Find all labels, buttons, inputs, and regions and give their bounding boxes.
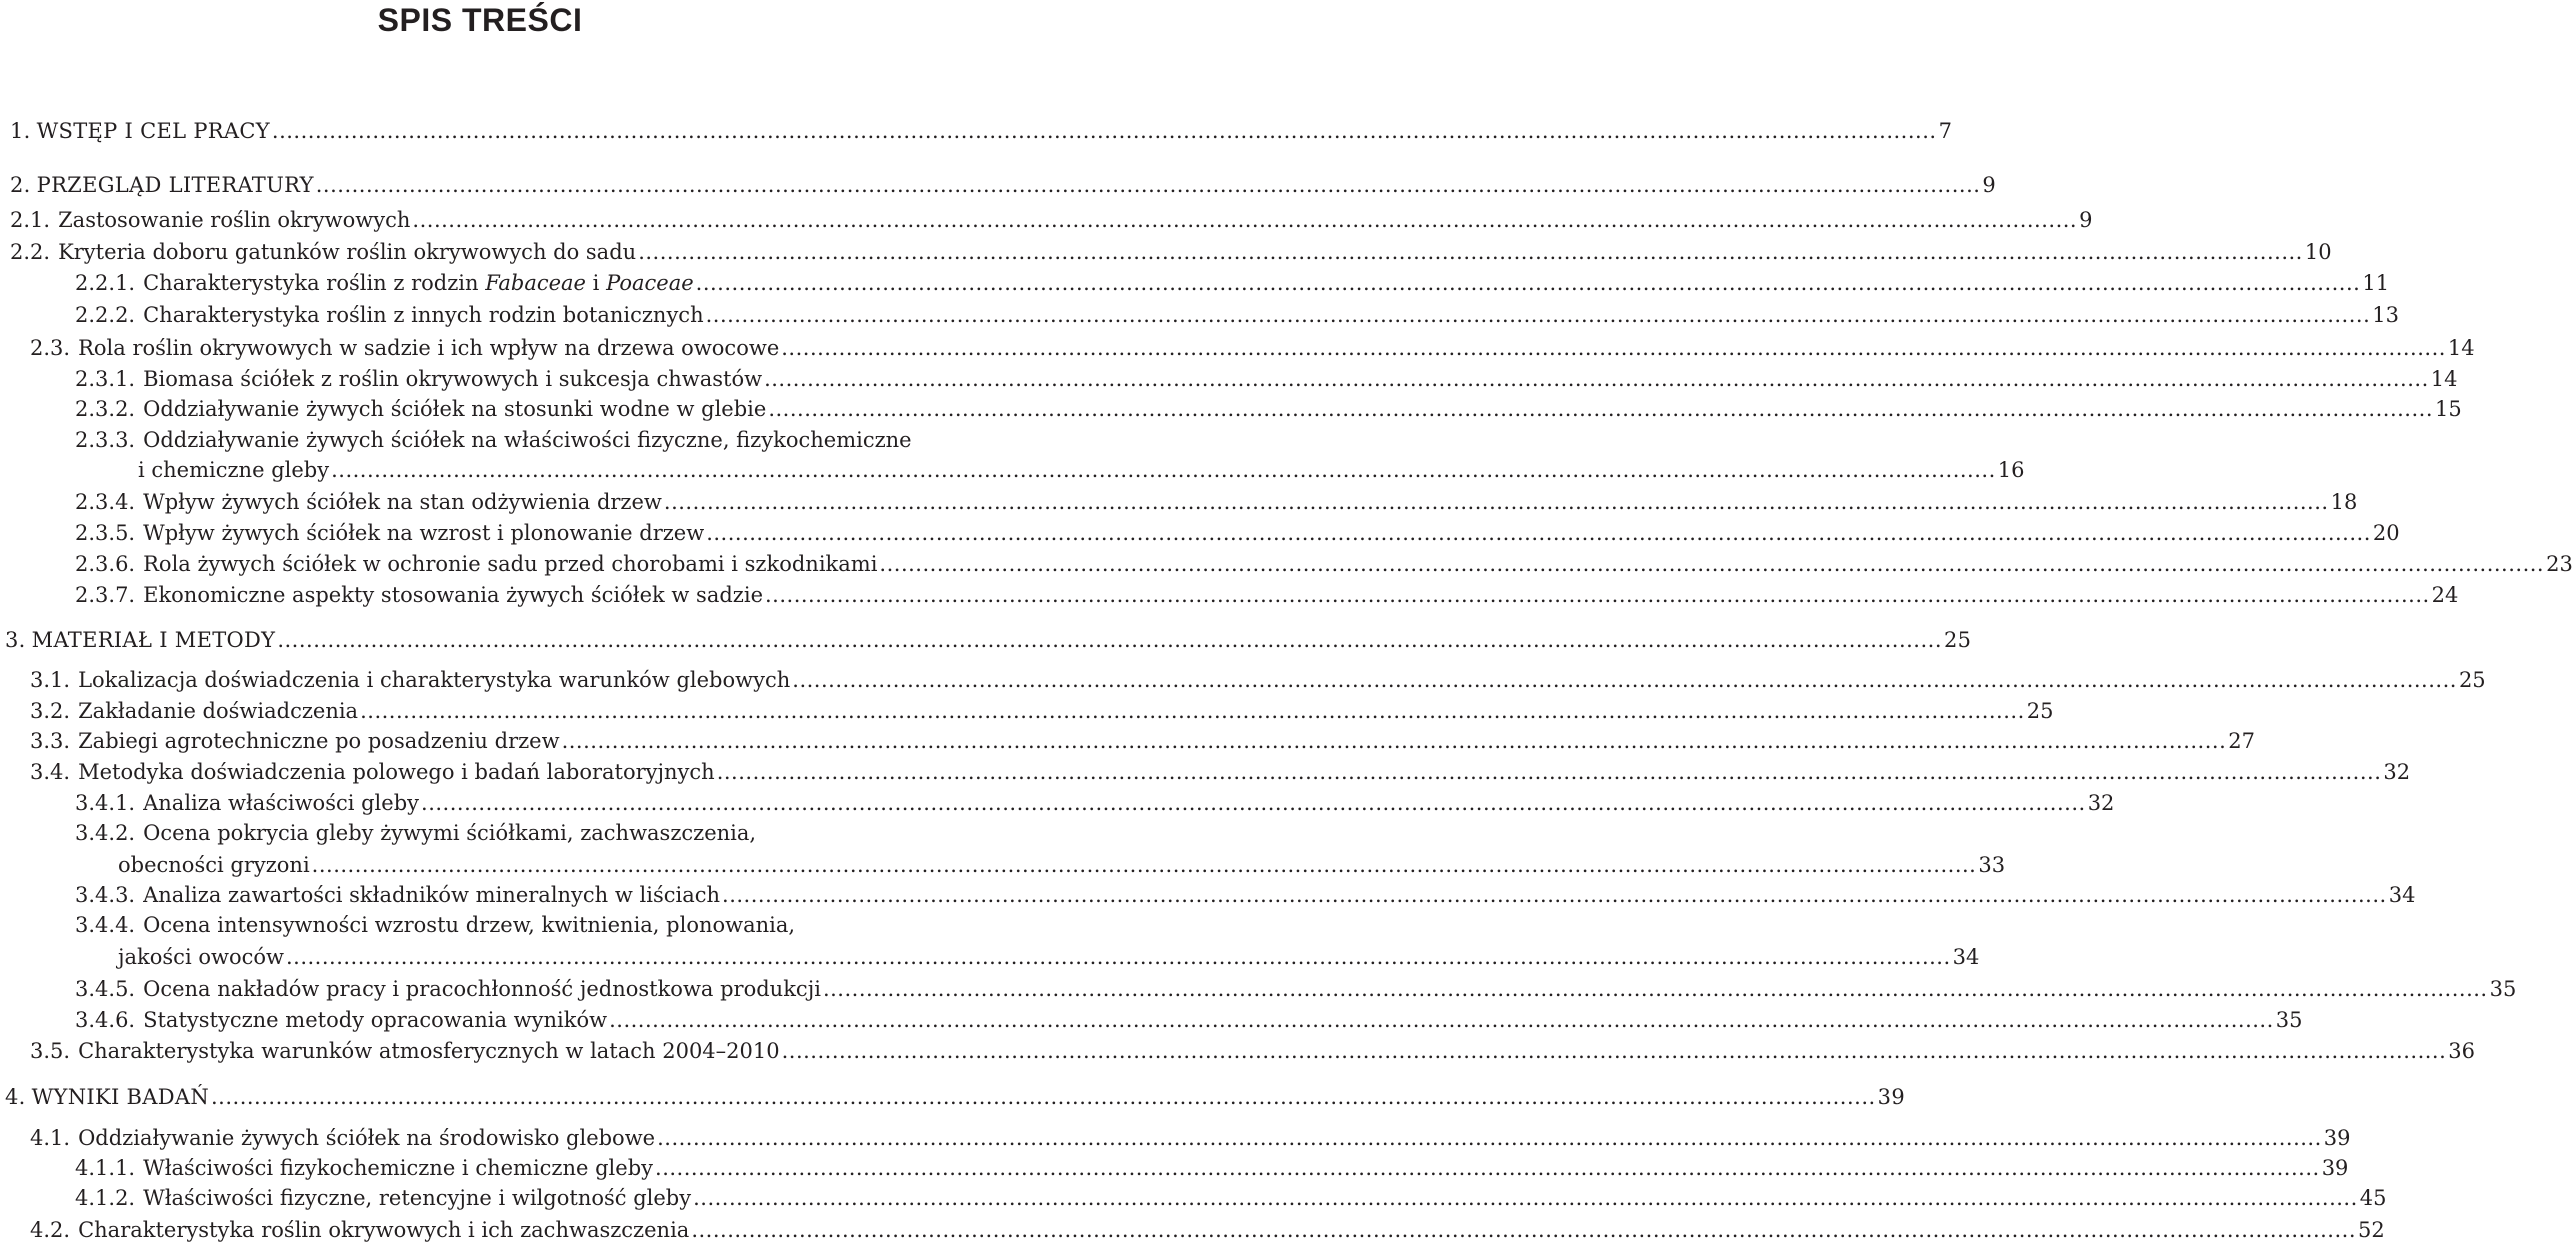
toc-entry-title: Ocena nakładów pracy i pracochłonność jednostkowa produkcji [143, 977, 821, 1001]
toc-dot-leader [722, 880, 2387, 910]
toc-dot-leader [792, 665, 2457, 695]
toc-entry-title: Zabiegi agrotechniczne po posadzeniu drzew [78, 729, 560, 753]
toc-dot-leader [331, 455, 1996, 485]
toc-entry [75, 1005, 2303, 1035]
toc-entry [75, 549, 2573, 579]
toc-entry-title: Charakterystyka roślin z rodzin Fabaceae i Poaceae [143, 271, 694, 295]
toc-entry-number: 4.2. [30, 1218, 71, 1242]
toc-entry-title: obecności gryzoni [118, 853, 310, 877]
toc-entry [118, 942, 1980, 972]
toc-entry [5, 1082, 1905, 1112]
toc-entry-title: Wpływ żywych ściółek na wzrost i plonowanie drzew [143, 521, 705, 545]
toc-dot-leader [706, 518, 2371, 548]
toc-entry-title: Lokalizacja doświadczenia i charakterystyka warunków glebowych [78, 668, 791, 692]
toc-entry [10, 170, 1997, 200]
toc-entry-number: 3.4.6. [75, 1008, 136, 1032]
toc-page-number: 24 [2431, 583, 2459, 607]
toc-page-number: 35 [2275, 1008, 2303, 1032]
toc-page-number: 15 [2435, 397, 2462, 421]
toc-entry-number: 3. [5, 628, 26, 652]
toc-entry [138, 455, 2025, 485]
toc-entry-number: 3.4.2. [75, 821, 136, 845]
toc-dot-leader [655, 1153, 2320, 1183]
toc-entry-number: 3.3. [30, 729, 71, 753]
toc-dot-leader [664, 487, 2329, 517]
toc-page-number: 9 [1982, 173, 1997, 197]
toc-entry-title: Charakterystyka warunków atmosferycznych w latach 2004–2010 [78, 1039, 780, 1063]
toc-dot-leader [768, 394, 2433, 424]
toc-page-number: 33 [1978, 853, 2006, 877]
toc-entry-number: 4. [5, 1085, 26, 1109]
toc-page-number: 20 [2372, 521, 2400, 545]
toc-page-number: 9 [2079, 208, 2093, 232]
toc-page-number: 14 [2430, 367, 2458, 391]
toc-entry [75, 487, 2358, 517]
toc-entry [30, 333, 2475, 363]
toc-dot-leader [691, 1215, 2356, 1245]
toc-entry-number: 2.3.1. [75, 367, 136, 391]
toc-dot-leader [782, 1036, 2447, 1066]
toc-entry-number: 2.2.2. [75, 303, 136, 327]
toc-entry [30, 696, 2054, 726]
toc-entry [30, 726, 2255, 756]
toc-entry [30, 1036, 2476, 1066]
toc-entry-title: Kryteria doboru gatunków roślin okrywowych do sadu [58, 240, 637, 264]
toc-entry-title: Rola roślin okrywowych w sadzie i ich wpływ na drzewa owocowe [78, 336, 780, 360]
toc-entry-title: Właściwości fizykochemiczne i chemiczne gleby [143, 1156, 654, 1180]
toc-page-number: 16 [1997, 458, 2025, 482]
toc-page-number: 34 [1952, 945, 1980, 969]
toc-entry-title: Ocena intensywności wzrostu drzew, kwitnienia, plonowania, [143, 913, 796, 937]
toc-entry [75, 268, 2390, 298]
toc-entry [30, 665, 2486, 695]
toc-dot-leader [696, 268, 2361, 298]
toc-entry-title: Charakterystyka roślin okrywowych i ich zachwaszczenia [78, 1218, 690, 1242]
toc-entry-number: 4.1.2. [75, 1186, 136, 1210]
toc-entry-number: 4.1.1. [75, 1156, 136, 1180]
toc-page-number: 10 [2304, 240, 2332, 264]
toc-dot-leader [879, 549, 2544, 579]
toc-dot-leader [765, 580, 2430, 610]
toc-entry-number: 2. [10, 173, 31, 197]
toc-page-number: 18 [2330, 490, 2358, 514]
toc-page-number: 7 [1938, 119, 1953, 143]
toc-page-number: 39 [2323, 1126, 2351, 1150]
toc-dot-leader [657, 1123, 2322, 1153]
toc-dot-leader [781, 333, 2446, 363]
toc-dot-leader [823, 974, 2488, 1004]
toc-entry-title: WYNIKI BADAŃ [31, 1085, 209, 1109]
toc-dot-leader [693, 1183, 2358, 1213]
toc-entry-title: Statystyczne metody opracowania wyników [143, 1008, 608, 1032]
toc-page-number: 35 [2489, 977, 2517, 1001]
toc-entry-title: Charakterystyka roślin z innych rodzin botanicznych [143, 303, 704, 327]
toc-entry-title: WSTĘP I CEL PRACY [36, 119, 270, 143]
toc-entry-title: jakości owoców [118, 945, 284, 969]
toc-dot-leader [312, 850, 1977, 880]
toc-entry [5, 625, 1972, 655]
toc-entry-number: 3.4.1. [75, 791, 136, 815]
toc-entry [75, 788, 2115, 818]
toc-dot-leader [316, 170, 1981, 200]
toc-entry-number: 3.4.5. [75, 977, 136, 1001]
toc-page-number: 14 [2447, 336, 2475, 360]
toc-entry-number: 2.3.2. [75, 397, 136, 421]
toc-entry [10, 205, 2093, 235]
toc-entry-title: Analiza zawartości składników mineralnych w liściach [143, 883, 721, 907]
toc-dot-leader [211, 1082, 1876, 1112]
toc-entry-number: 2.2.1. [75, 271, 136, 295]
toc-entry-number: 3.4. [30, 760, 71, 784]
toc-page-number: 25 [2458, 668, 2486, 692]
toc-entry-title: PRZEGLĄD LITERATURY [36, 173, 314, 197]
toc-page-number: 39 [2321, 1156, 2349, 1180]
toc-entry [75, 1183, 2387, 1213]
toc-entry-title: Oddziaływanie żywych ściółek na właściwości fizyczne, fizykochemiczne [143, 428, 912, 452]
toc-entry [30, 1123, 2351, 1153]
toc-page-number: 27 [2228, 729, 2255, 753]
toc-entry-title: Wpływ żywych ściółek na stan odżywienia drzew [143, 490, 662, 514]
toc-entry [10, 237, 2332, 267]
toc-entry-number: 3.1. [30, 668, 71, 692]
toc-entry-number: 1. [10, 119, 31, 143]
toc-dot-leader [717, 757, 2382, 787]
toc-entry-number: 3.2. [30, 699, 71, 723]
toc-dot-leader [360, 696, 2025, 726]
toc-entry [10, 116, 1953, 146]
toc-entry [75, 394, 2462, 424]
toc-entry [75, 910, 955, 940]
toc-page-number: 32 [2383, 760, 2411, 784]
toc-entry-number: 2.3.7. [75, 583, 136, 607]
toc-entry-number: 2.3.5. [75, 521, 136, 545]
toc-entry [75, 1153, 2349, 1183]
toc-page-number: 23 [2546, 552, 2573, 576]
toc-entry-title: Analiza właściwości gleby [143, 791, 420, 815]
toc-entry-number: 2.2. [10, 240, 51, 264]
toc-entry-title: Zastosowanie roślin okrywowych [58, 208, 411, 232]
toc-entry-number: 3.4.3. [75, 883, 136, 907]
toc-entry-title: i chemiczne gleby [138, 458, 330, 482]
toc-entry-title: Ocena pokrycia gleby żywymi ściółkami, zachwaszczenia, [143, 821, 757, 845]
toc-entry-title: Zakładanie doświadczenia [78, 699, 359, 723]
toc-entry [118, 850, 2006, 880]
toc-entry [75, 974, 2517, 1004]
toc-dot-leader [277, 625, 1942, 655]
toc-entry [75, 425, 955, 455]
toc-page-number: 11 [2362, 271, 2390, 295]
toc-page-number: 25 [1944, 628, 1972, 652]
toc-entry [75, 818, 955, 848]
toc-entry-number: 2.3.3. [75, 428, 136, 452]
toc-entry-number: 4.1. [30, 1126, 71, 1150]
toc-dot-leader [286, 942, 1951, 972]
toc-dot-leader [421, 788, 2086, 818]
toc-dot-leader [609, 1005, 2274, 1035]
toc-entry [75, 580, 2459, 610]
toc-entry [30, 1215, 2385, 1245]
toc-dot-leader [764, 364, 2429, 394]
toc-page-number: 13 [2372, 303, 2399, 327]
toc-entry-number: 2.3.4. [75, 490, 136, 514]
toc-entry-title: Ekonomiczne aspekty stosowania żywych ściółek w sadzie [143, 583, 763, 607]
toc-dot-leader [562, 726, 2227, 756]
toc-entry-title: Metodyka doświadczenia polowego i badań laboratoryjnych [78, 760, 715, 784]
toc-entry-number: 2.3. [30, 336, 71, 360]
toc-entry-number: 2.3.6. [75, 552, 136, 576]
toc-dot-leader [638, 237, 2303, 267]
toc-page-number: 32 [2087, 791, 2115, 815]
toc-dot-leader [706, 300, 2371, 330]
toc-entry-title: Oddziaływanie żywych ściółek na stosunki wodne w glebie [143, 397, 767, 421]
page-title: SPIS TREŚCI [377, 2, 583, 38]
toc-entry-title: Właściwości fizyczne, retencyjne i wilgotność gleby [143, 1186, 692, 1210]
toc-entry [75, 518, 2400, 548]
toc-entry [75, 300, 2399, 330]
toc-entry-number: 3.4.4. [75, 913, 136, 937]
toc-page-number: 36 [2448, 1039, 2476, 1063]
toc-page-number: 39 [1877, 1085, 1905, 1109]
toc-entry-title: MATERIAŁ I METODY [31, 628, 276, 652]
toc-dot-leader [412, 205, 2077, 235]
toc-page-number: 52 [2358, 1218, 2385, 1242]
toc-page-number: 34 [2388, 883, 2416, 907]
toc-entry-title: Oddziaływanie żywych ściółek na środowisko glebowe [78, 1126, 656, 1150]
toc-entry-title: Rola żywych ściółek w ochronie sadu przed chorobami i szkodnikami [143, 552, 878, 576]
toc-entry-title: Biomasa ściółek z roślin okrywowych i sukcesja chwastów [143, 367, 763, 391]
toc-dot-leader [272, 116, 1937, 146]
toc-entry [75, 364, 2458, 394]
toc-page-number: 25 [2026, 699, 2054, 723]
toc-entry [75, 880, 2416, 910]
toc-entry-number: 3.5. [30, 1039, 71, 1063]
toc-entry [30, 757, 2411, 787]
toc-entry-number: 2.1. [10, 208, 51, 232]
toc-page-number: 45 [2359, 1186, 2387, 1210]
